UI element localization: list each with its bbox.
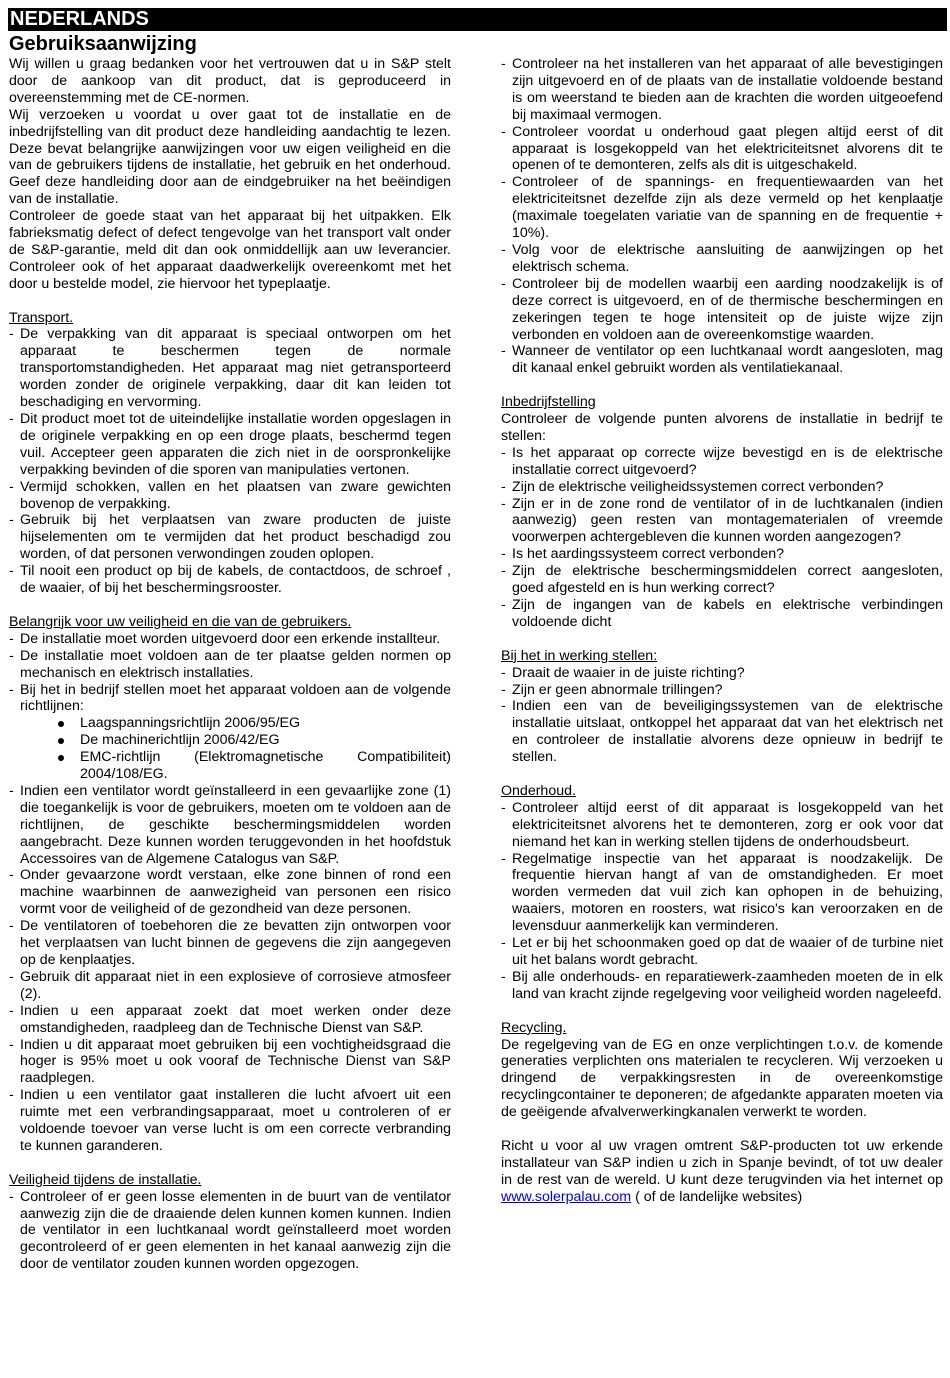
contact-suffix: ( of de landelijke websites) — [635, 1188, 803, 1205]
directive-item: EMC-richtlijn (Elektromagnetische Compatibiliteit) 2004/108/EG. — [80, 749, 451, 783]
list-item: - Zijn er geen abnormale trillingen? — [501, 682, 943, 699]
install-safety-heading: Veiligheid tijdens de installatie. — [9, 1171, 202, 1188]
list-item: - Volg voor de elektrische aansluiting de aanwijzingen op het elektrisch schema. — [501, 242, 943, 276]
safety-heading: Belangrijk voor uw veiligheid en die van de gebruikers. — [9, 613, 352, 630]
list-item: - Regelmatige inspectie van het apparaat is noodzakelijk. De frequentie hiervan hangt af van de omstandigheden. Er moet worden vermeden dat vuil zich kan ophopen in de behuizing, waaiers, motoren en roosters, wat risico's kan veroorzaken en de levensduur aanmerkelijk kan verminderen. — [501, 851, 943, 936]
list-item: - Zijn de ingangen van de kabels en elektrische verbindingen voldoende dicht — [501, 597, 943, 631]
list-item: - Bij alle onderhouds- en reparatiewerk-zaamheden moeten de in elk land van kracht zijnde regelgeving voor veiligheid worden nageleefd. — [501, 969, 943, 1003]
list-item: - Zijn de elektrische beschermingsmiddelen correct aangesloten, goed afgesteld en is hun werking correct? — [501, 563, 943, 597]
commissioning-list — [501, 445, 943, 631]
transport-list — [9, 326, 451, 597]
startup-list — [501, 665, 943, 766]
list-item — [9, 682, 451, 783]
list-item: - Controleer of de spannings- en frequentiewaarden van het elektriciteitsnet dezelfde zijn als deze vermeld op het kenplaatje (maximale toegelaten variatie van de spanning en de frequentie + 10%). — [501, 174, 943, 242]
list-item: - Indien u een ventilator gaat installeren die lucht afvoert uit een ruimte met een verbrandingsapparaat, moet u controleren of er voldoende toevoer van verse lucht is om een correcte verbranding te kunnen garanderen. — [9, 1087, 451, 1155]
maintenance-heading: Onderhoud. — [501, 782, 576, 799]
list-item: - Is het aardingssysteem correct verbonden? — [501, 546, 943, 563]
list-item: - Let er bij het schoonmaken goed op dat de waaier of de turbine niet uit het balans wordt gebracht. — [501, 935, 943, 969]
list-item: - De installatie moet voldoen aan de ter plaatse gelden normen op mechanisch en elektrisch installaties. — [9, 648, 451, 682]
contact-text: Richt u voor al uw vragen omtrent S&P-producten tot uw erkende installateur van S&P indien u zich in Spanje bevindt, of tot uw dealer in de rest van de wereld. U kunt deze terugvinden via het internet op — [501, 1137, 943, 1188]
commissioning-intro: Controleer de volgende punten alvorens de installatie in bedrijf te stellen: — [501, 411, 943, 444]
list-item: - Zijn de elektrische veiligheidssystemen correct verbonden? — [501, 479, 943, 496]
transport-heading: Transport. — [9, 309, 74, 326]
list-item: - Onder gevaarzone wordt verstaan, elke zone binnen of rond een machine waarbinnen de aanwezigheid van personen een risico vormt voor de veiligheid of de gezondheid van deze personen. — [9, 867, 451, 918]
list-item: - Controleer bij de modellen waarbij een aarding noodzakelijk is of deze correct is uitgevoerd, en of de thermische beschermingen en zekeringen tegen te hoge intensiteit op de juiste wijze zijn verbonden en voldoen aan de overeenkomstige waarden. — [501, 276, 943, 344]
directive-item: Laagspanningsrichtlijn 2006/95/EG — [80, 715, 451, 732]
list-item: - De installatie moet worden uitgevoerd door een erkende installteur. — [9, 631, 451, 648]
right-column — [501, 56, 943, 1206]
startup-heading: Bij het in werking stellen: — [501, 647, 658, 664]
website-link[interactable]: www.solerpalau.com — [501, 1188, 632, 1205]
list-item: - Wanneer de ventilator op een luchtkanaal wordt aangesloten, mag dit kanaal enkel gebruikt worden als ventilatiekanaal. — [501, 343, 943, 377]
list-item: - Indien u een apparaat zoekt dat moet werken onder deze omstandigheden, raadpleeg dan de Technische Dienst van S&P. — [9, 1003, 451, 1037]
list-item: - De verpakking van dit apparaat is speciaal ontworpen om het apparaat te beschermen tegen de normale transportomstandigheden. Het apparaat mag niet getransporteerd worden zonder de originele verpakking, daar dit kan leiden tot beschadiging en vervorming. — [9, 326, 451, 411]
list-item: - Is het apparaat op correcte wijze bevestigd en is de elektrische installatie correct uitgevoerd? — [501, 445, 943, 479]
list-item: - Vermijd schokken, vallen en het plaatsen van zware gewichten bovenop de verpakking. — [9, 479, 451, 513]
list-item: - Dit product moet tot de uiteindelijke installatie worden opgeslagen in de originele verpakking en op een droge plaats, beschermd tegen vuil. Accepteer geen apparaten die zich niet in de oorspronkelijke verpakking bevinden of die sporen van manipulaties vertonen. — [9, 411, 451, 479]
safety-list — [9, 631, 451, 1155]
list-item: - Zijn er in de zone rond de ventilator of in de luchtkanalen (indien aanwezig) geen resten van montagematerialen of vreemde voorwerpen achtergebleven die kunnen worden aangezogen? — [501, 496, 943, 547]
list-item: - Controleer of er geen losse elementen in de buurt van de ventilator aanwezig zijn die de draaiende delen kunnen komen kunnen. Indien de ventilator in een luchtkanaal wordt geïnstalleerd moet worden gecontroleerd of er geen elementen in het kanaal aanwezig zijn die door de ventilator zouden kunnen worden opgezogen. — [9, 1189, 451, 1274]
contact-paragraph — [501, 1138, 943, 1206]
directives-intro: Bij het in bedrijf stellen moet het apparaat voldoen aan de volgende richtlijnen: — [20, 681, 451, 715]
list-item: - Draait de waaier in de juiste richting? — [501, 665, 943, 682]
list-item: - Controleer altijd eerst of dit apparaat is losgekoppeld van het elektriciteitsnet alvorens het te demonteren, zorg er ook voor dat niemand het kan in werking stellen tijdens de onderhoudsbeurt. — [501, 800, 943, 851]
directives-list — [20, 715, 451, 783]
recycling-paragraph: De regelgeving van de EG en onze verplichtingen t.o.v. de komende generaties verplichten ons materialen te recycleren. Wij verzoeken u dringend de verpakkingsresten in de overeenkomstige recyclingcontainer te deponeren; de afgedankte apparaten moeten via de geëigende afvalverwerkingkanalen verwerkt te worden. — [501, 1036, 943, 1121]
list-item: - De ventilatoren of toebehoren die ze bevatten zijn ontworpen voor het verplaatsen van lucht binnen de gegevens die zijn aangegeven op de kenplaatjes. — [9, 918, 451, 969]
list-item: - Til nooit een product op bij de kabels, de contactdoos, de schroef , de waaier, of bij het beschermingsrooster. — [9, 563, 451, 597]
commissioning-heading: Inbedrijfstelling — [501, 394, 596, 411]
read-manual-paragraph: Wij verzoeken u voordat u over gaat tot de installatie en de inbedrijfstelling van dit product deze handleiding aandachtig te lezen. Deze bevat belangrijke aanwijzingen voor uw eigen veiligheid en die van de gebruikers tijdens de installatie, het gebruik en het onderhoud. Geef deze handleiding door aan de eindgebruiker na het beëindigen van de installatie. — [9, 106, 451, 208]
intro-paragraph: Wij willen u graag bedanken voor het vertrouwen dat u in S&P stelt door de aankoop van dit product, dat is geproduceerd in overeenstemming met de CE-normen. — [9, 56, 451, 106]
list-item: - Controleer voordat u onderhoud gaat plegen altijd eerst of dit apparaat is losgekoppeld van het elektriciteitsnet alvorens dit te openen of te demonteren, zelfs als dit is uitgeschakeld. — [501, 124, 943, 175]
language-banner: NEDERLANDS — [8, 8, 947, 31]
left-column — [9, 56, 451, 1273]
check-paragraph: Controleer de goede staat van het apparaat bij het uitpakken. Elk fabrieksmatig defect of defect tengevolge van het transport valt onder de S&P-garantie, meld dit dan ook onmiddellijk aan uw leverancier. Controleer ook of het apparaat daadwerkelijk overeenkomt met het door u bestelde model, zie hiervoor het typeplaatje. — [9, 208, 451, 292]
install-safety-list — [9, 1189, 451, 1274]
list-item: - Indien een ventilator wordt geïnstalleerd in een gevaarlijke zone (1) die toegankelijk is voor de gebruikers, moeten om te voldoen aan de richtlijnen, de geschikte beschermingsmiddelen worden aangebracht. Deze kunnen worden teruggevonden in het hoofdstuk Accessoires van de Algemene Catalogus van S&P. — [9, 783, 451, 868]
maintenance-list — [501, 800, 943, 1003]
list-item: - Gebruik bij het verplaatsen van zware producten de juiste hijselementen om te vermijden dat het product beschadigd zou worden, of dat personen verwondingen zouden oplopen. — [9, 512, 451, 563]
directive-item: De machinerichtlijn 2006/42/EG — [80, 732, 451, 749]
recycling-heading: Recycling. — [501, 1019, 567, 1036]
page-title: Gebruiksaanwijzing — [9, 33, 197, 55]
list-item: - Controleer na het installeren van het apparaat of alle bevestigingen zijn uitgevoerd en of de plaats van de installatie voldoende bestand is om weerstand te bieden aan de krachten die worden uitgeoefend bij maximaal vermogen. — [501, 56, 943, 124]
list-item: - Indien u dit apparaat moet gebruiken bij een vochtigheidsgraad die hoger is 95% moet u ook vooraf de Technische Dienst van S&P raadplegen. — [9, 1037, 451, 1088]
list-item: - Indien een van de beveiligingssystemen van de elektrische installatie uitslaat, ontkoppel het apparaat dat van het elektrisch net en controleer de installatie alvorens deze opnieuw in bedrijf te stellen. — [501, 698, 943, 766]
install-checks-list — [501, 56, 943, 377]
list-item: - Gebruik dit apparaat niet in een explosieve of corrosieve atmosfeer (2). — [9, 969, 451, 1003]
